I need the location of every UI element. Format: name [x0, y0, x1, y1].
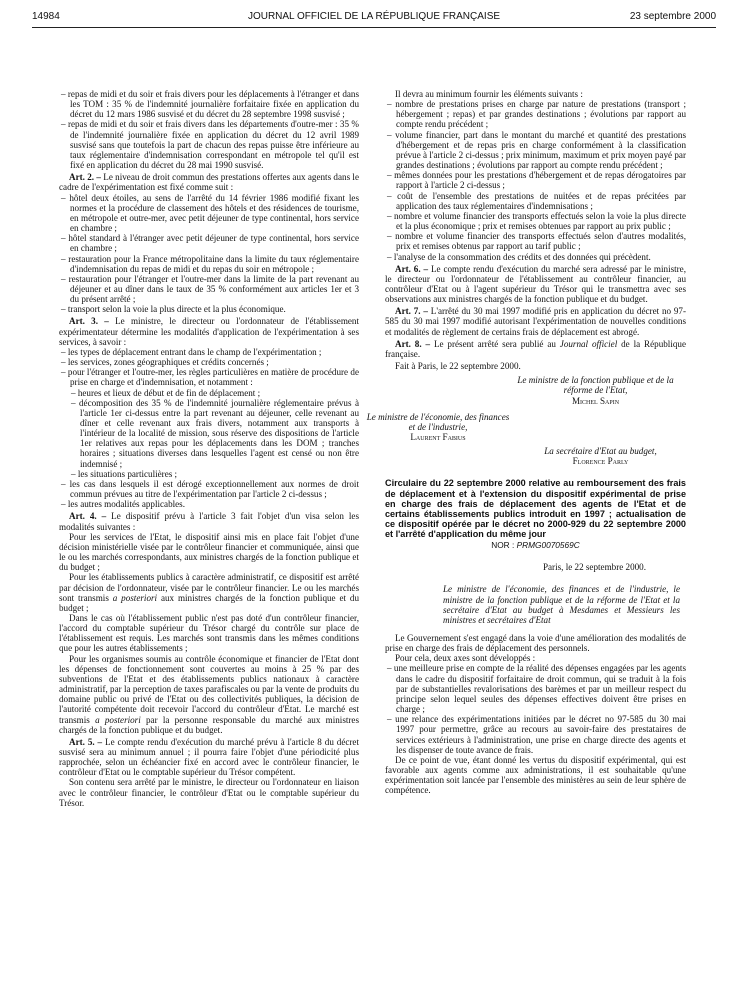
sub-list-item: – les situations particulières ;: [71, 468, 178, 479]
nor-reference: NOR : PRMG0070569C: [491, 540, 580, 551]
article-heading: Art. 4. –: [69, 511, 107, 522]
article-6: Art. 6. – Le compte rendu d'exécution du marché sera adressé par le ministre, le directeur ou l'ordonnateur de l'établissement au contrôleur financier, au contrôleur d'Etat ou à l'agent supérieur du Trésor qui le transmettra avec ses observations aux ministres chargés de la fonction publique et du budget.: [385, 263, 686, 305]
list-item: – les types de déplacement entrant dans le champ de l'expérimentation ;: [61, 346, 322, 357]
left-column: [59, 89, 359, 808]
signatory-role: Le ministre de la fonction publique et de la réforme de l'Etat,: [517, 375, 674, 396]
list-item: – les cas dans lesquels il est dérogé exceptionnellement aux normes de droit commun prévues au titre de l'expérimentation par l'article 2 ci-dessus ;: [61, 478, 359, 500]
signature-block-2: [363, 412, 513, 442]
list-item: – hôtel deux étoiles, au sens de l'arrêté du 14 février 1986 modifié fixant les normes et la procédure de classement des hôtels et des résidences de tourisme, en métropole et outre-mer, avec petit déjeuner de type continental, hors service en chambre ;: [61, 192, 359, 234]
signatory-name: Florence Parly: [572, 456, 629, 467]
circular-title: Circulaire du 22 septembre 2000 relative au remboursement des frais de déplacement et à l'extension du dispositif expérimental de prise en charge des frais de déplacement des agents de l'Etat et de certains établissements publics introduit en 1997 ; actualisation de ce dispositif opérée par le décret no 2000-929 du 22 septembre 2000 et l'arrêté d'application du même jour: [385, 478, 686, 539]
list-item: – repas de midi et du soir et frais divers dans les départements d'outre-mer : 35 % de l'indemnité journalière fixée en application du décret du 12 avril 1989 susvisé sans que toutefois la part de chacun des repas puisse être inférieure au taux réglementaire d'indemnisation correspondant en métropole tel qu'il est fixé en application du décret du 28 mai 1990 susvisé.: [61, 119, 359, 171]
article-2: Art. 2. – Le niveau de droit commun des prestations offertes aux agents dans le cadre de l'expérimentation est fixé comme suit :: [59, 172, 359, 193]
paragraph: De ce point de vue, étant donné les vertus du dispositif expérimental, qui est favorable aux agents comme aux administrations, il est souhaitable qu'une expérimentation soit lancée par l'ensemble des ministères au sein de leur sphère de compétence.: [385, 754, 686, 796]
list-item: – restauration pour la France métropolitaine dans la limite du taux réglementaire d'indemnisation du repas de midi et du repas du soir en métropole ;: [61, 253, 359, 274]
list-item: – les autres modalités applicables.: [61, 499, 185, 510]
addressee: Le ministre de l'économie, des finances et de l'industrie, le ministre de la fonction publique et de la réforme de l'Etat et la secrétaire d'Etat au budget à Mesdames et Messieurs les ministres et secrétaires d'Etat: [443, 584, 680, 625]
list-item: – hôtel standard à l'étranger avec petit déjeuner de type continental, hors service en chambre ;: [61, 233, 359, 254]
paragraph: Pour les établissements publics à caractère administratif, ce dispositif est arrêté par décision de l'ordonnateur, visée par le contrôleur financier. Le ou les marchés sont transmis a posteriori aux ministres chargés de la fonction publique et du budget ;: [59, 572, 359, 613]
sub-list-item: – décomposition des 35 % de l'indemnité journalière réglementaire prévus à l'article 1er ci-dessus entre la part revenant au déjeuner, celle revenant au dîner et celle revenant aux frais divers, notamment aux transports à l'intérieur de la localité de mission, sous réserve des dispositions de l'article 1er relatives aux repas pour les déplacements dans les DOM ; tranches horaires ; situations diverses dans lesquelles l'agent est censé ou non être indemnisé ;: [71, 397, 359, 469]
list-item: – nombre de prestations prises en charge par nature de prestations (transport ; hébergement ; repas) et par grandes destinations ; évolutions par rapport au compte rendu précédent ;: [387, 99, 686, 130]
list-item: – nombre et volume financier des transports effectués selon la voie la plus directe et la plus économique ; prix et remises obtenues par rapport au prix public ;: [387, 210, 686, 232]
signature-block-3: [385, 446, 686, 466]
article-heading: Art. 2. –: [69, 172, 101, 183]
list-item: – les services, zones géographiques et crédits concernés ;: [61, 357, 269, 368]
list-item: – transport selon la voie la plus directe et la plus économique.: [61, 304, 286, 315]
article-heading: Art. 8. –: [395, 338, 431, 349]
list-item: – coût de l'ensemble des prestations de nuitées et de repas précitées par application des taux réglementaires d'indemnisations ;: [387, 190, 686, 211]
place-date: Fait à Paris, le 22 septembre 2000.: [395, 361, 521, 372]
list-item: – mêmes données pour les prestations d'hébergement et de repas dérogatoires par rapport à l'article 2 ci-dessus ;: [387, 170, 686, 191]
signatory-name: Michel Sapin: [571, 395, 620, 406]
article-4: Art. 4. – Le dispositif prévu à l'article 3 fait l'objet d'un visa selon les modalités suivantes :: [59, 511, 359, 532]
article-3: Art. 3. – Le ministre, le directeur ou l'ordonnateur de l'établissement expérimentateur détermine les modalités d'application de l'expérimentation à ses services, à savoir :: [59, 316, 359, 347]
list-item: – volume financier, part dans le montant du marché et quantité des prestations d'hébergement et de repas pris en charge conformément à la classification prévue à l'article 2 ci-dessus ; prix minimum, maximum et prix moyen payé par grandes destinations ; évolutions par rapport au compte rendu précédent ;: [387, 129, 686, 171]
paragraph: Pour cela, deux axes sont développés :: [395, 653, 536, 664]
list-item: – nombre et volume financier des transports effectués selon d'autres modalités, prix et remises obtenus par rapport au tarif public ;: [387, 231, 686, 252]
paragraph: Pour les services de l'Etat, le dispositif ainsi mis en place fait l'objet d'une décision ministérielle visée par le contrôleur financier et communiquée, ainsi que le ou les marchés correspondants, aux ministres chargés de la fonction publique et du budget ;: [59, 531, 359, 573]
list-item: – restauration pour l'étranger et l'outre-mer dans la limite de la part revenant au déjeuner et au dîner dans le taux de 35 % conformément aux articles 1er et 3 du présent arrêté ;: [61, 273, 359, 305]
signatory-role: La secrétaire d'Etat au budget,: [544, 446, 657, 457]
page-header: [32, 11, 716, 25]
signature-block-1: [385, 375, 686, 405]
list-item: – l'analyse de la consommation des crédits et des données qui précèdent.: [387, 251, 651, 262]
article-heading: Art. 7. –: [395, 306, 428, 317]
right-column: [366, 89, 686, 796]
issue-date: 23 septembre 2000: [629, 11, 716, 22]
list-item: – une relance des expérimentations initiées par le décret no 97-585 du 30 mai 1997 pour permettre, grâce au recours au savoir-faire des prestataires de services extérieurs à l'administration, une prise en charge directe des agents et les dispenser de toute avance de frais.: [387, 714, 686, 755]
article-8: Art. 8. – Le présent arrêté sera publié au Journal officiel de la République française.: [385, 338, 686, 359]
header-rule: [32, 27, 716, 28]
article-heading: Art. 3. –: [69, 316, 109, 327]
paragraph: Pour les organismes soumis au contrôle économique et financier de l'Etat dont les dépenses de fonctionnement sont couvertes au moins à 25 % par des subventions de l'Etat et des établissements publics nationaux à caractère administratif, par la perception de taxes parafiscales ou par la vente de produits du domaine public ou privé de l'Etat ou des collectivités publiques, la décision de l'autorité compétente doit recevoir l'accord du contrôleur d'Etat. Le marché est transmis a posteriori par la personne responsable du marché aux ministres chargés de la fonction publique et du budget.: [59, 653, 359, 735]
sub-list-item: – heures et lieux de début et de fin de déplacement ;: [71, 387, 261, 398]
article-heading: Art. 5. –: [69, 736, 103, 747]
paragraph: Le Gouvernement s'est engagé dans la voie d'une amélioration des modalités de prise en charge des frais de déplacement des personnels.: [385, 632, 686, 654]
paragraph: Il devra au minimum fournir les éléments suivants :: [395, 89, 583, 99]
paragraph: Son contenu sera arrêté par le ministre, le directeur ou l'ordonnateur en liaison avec le contrôleur financier, le contrôleur d'Etat ou le comptable supérieur du Trésor.: [59, 777, 359, 808]
list-item: – pour l'étranger et l'outre-mer, les règles particulières en matière de procédure de prise en charge et d'indemnisation, et notamment :: [61, 367, 359, 388]
list-item: – repas de midi et du soir et frais divers pour les déplacements à l'étranger et dans les TOM : 35 % de l'indemnité journalière forfaitaire fixée en application du décret du 12 mars 1986 susvisé et du décret du 28 septembre 1998 susvisé ;: [61, 89, 359, 120]
list-item: – une meilleure prise en compte de la réalité des dépenses engagées par les agents dans le cadre du dispositif forfaitaire de droit commun, qui se traduit à la fois par de substantielles revalorisations des barèmes et par un meilleur respect du principe selon lequel seules des dépenses effectives doivent être prises en charge ;: [387, 663, 686, 715]
signatory-name: Laurent Fabius: [410, 432, 466, 442]
signatory-role: Le ministre de l'économie, des finances et de l'industrie,: [366, 411, 510, 432]
article-5: Art. 5. – Le compte rendu d'exécution du marché prévu à l'article 8 du décret susvisé sera au minimum annuel ; il pourra faire l'objet d'une périodicité plus rapprochée, selon un échéancier fixé en accord avec le contrôleur financier, le contrôleur d'Etat ou le comptable supérieur du Trésor compétent.: [59, 736, 359, 778]
page-number: 14984: [32, 11, 60, 22]
paragraph: Dans le cas où l'établissement public n'est pas doté d'un contrôleur financier, l'accord du comptable supérieur du Trésor chargé du contrôle sur place de l'établissement est requis. Les marchés sont transmis dans les mêmes conditions que pour les autres établissements ;: [59, 612, 359, 654]
journal-title: JOURNAL OFFICIEL DE LA RÉPUBLIQUE FRANÇAISE: [247, 11, 501, 22]
article-7: Art. 7. – L'arrêté du 30 mai 1997 modifié pris en application du décret no 97-585 du 30 mai 1997 modifié autorisant l'expérimentation de nouvelles conditions et modalités de règlement de certains frais de déplacement est abrogé.: [385, 306, 686, 337]
article-heading: Art. 6. –: [395, 263, 429, 274]
place-date: Paris, le 22 septembre 2000.: [542, 562, 646, 573]
